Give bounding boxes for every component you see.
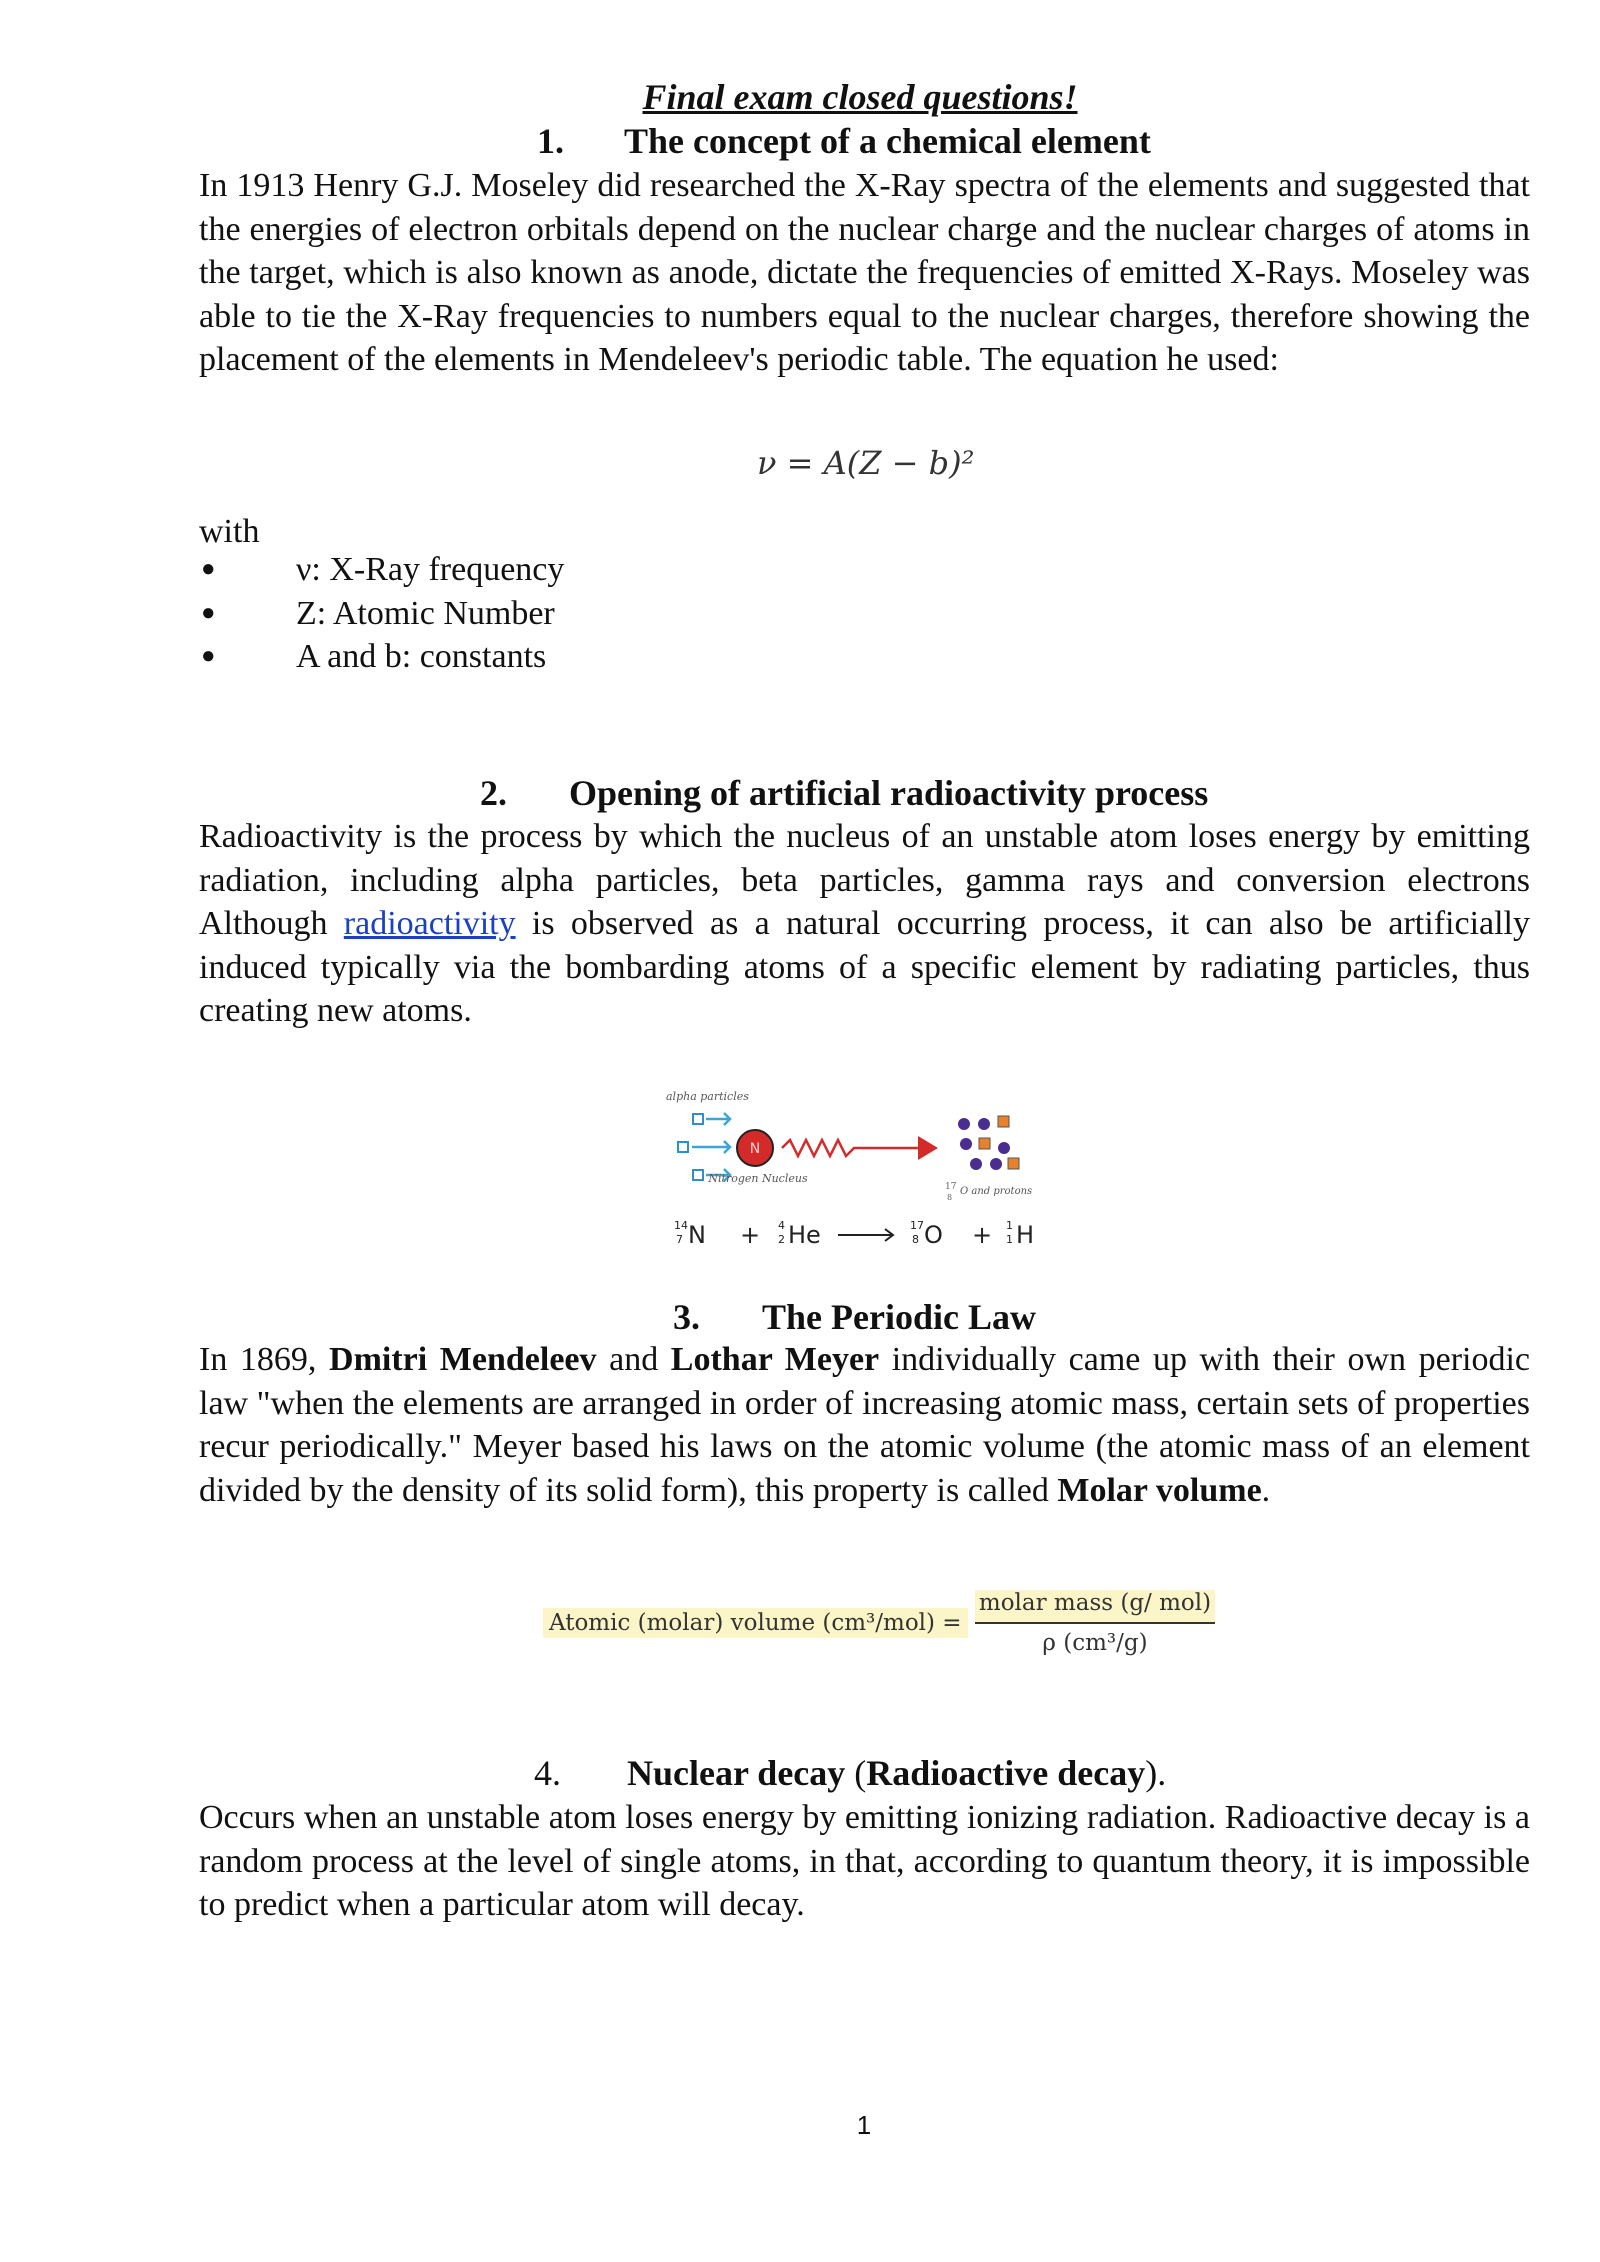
svg-text:14: 14 <box>674 1219 688 1232</box>
nuclear-equation <box>674 1219 1034 1249</box>
svg-text:17: 17 <box>910 1219 924 1232</box>
molar-volume-formula <box>543 1590 1215 1656</box>
transmutation-diagram <box>660 1086 1060 1256</box>
svg-text:N: N <box>688 1221 706 1249</box>
section-3-paragraph: In 1869, Dmitri Mendeleev and Lothar Meyer individually came up with their own periodic law "when the elements are arranged in order of increasing atomic mass, certain sets of properties recur periodically." Meyer based his laws on the atomic volume (the atomic mass of an element divided by the density of its solid form), this property is called Molar volume. <box>199 1341 1531 1509</box>
section-4-number: 4. <box>534 1753 561 1793</box>
section-2-number: 2. <box>480 773 507 813</box>
svg-text:4: 4 <box>778 1219 785 1232</box>
svg-text:1: 1 <box>1006 1233 1013 1246</box>
formula-numerator: molar mass (g/ mol) <box>975 1590 1215 1624</box>
section-3-number: 3. <box>673 1297 700 1337</box>
section-1-heading <box>537 121 1151 161</box>
section-1-paragraph: In 1913 Henry G.J. Moseley did researched the X-Ray spectra of the elements and suggested that the energies of electron orbitals depend on the nuclear charge and the nuclear charges of atoms in the target, which is also known as anode, dictate the frequencies of emitted X-Rays. Moseley was able to tie the X-Ray frequencies to numbers equal to the nuclear charges, therefore showing the placement of the elements in Mendeleev's periodic table. The equation he used: <box>199 167 1530 378</box>
section-4-title-alt: Radioactive decay <box>866 1753 1146 1793</box>
wave-icon <box>782 1140 918 1156</box>
product-label: O and protons <box>960 1186 1033 1197</box>
svg-text:He: He <box>788 1221 821 1249</box>
section-2-heading <box>480 773 1208 813</box>
section-3-title: The Periodic Law <box>762 1297 1036 1337</box>
molar-volume-term: Molar volume <box>1057 1471 1262 1509</box>
formula-left-side: Atomic (molar) volume (cm³/mol) = <box>543 1608 968 1638</box>
reaction-arrow-icon <box>838 1229 893 1241</box>
svg-text:O: O <box>924 1221 943 1249</box>
meyer-name: Lothar Meyer <box>670 1341 880 1378</box>
document-title: Final exam closed questions! <box>642 77 1078 117</box>
section-1-number: 1. <box>537 121 564 161</box>
section-4-title-main: Nuclear decay <box>627 1753 846 1793</box>
nitrogen-nucleus-label: Nitrogen Nucleus <box>708 1172 808 1185</box>
section-2-paragraph: Radioactivity is the process by which the nucleus of an unstable atom loses energy by emitting radiation, including alpha particles, beta particles, gamma rays and conversion electrons Although radioactivity is observed as a natural occurring process, it can also be artificially induced typically via the bombarding atoms of a specific element by radiating particles, thus creating new atoms. <box>199 818 1530 1029</box>
svg-text:N: N <box>749 1141 761 1157</box>
svg-text:8: 8 <box>912 1233 919 1246</box>
mendeleev-name: Dmitri Mendeleev <box>329 1341 597 1378</box>
svg-text:+: + <box>740 1221 761 1249</box>
section-3-heading <box>673 1297 1036 1337</box>
section-4-heading: 4. Nuclear decay (Radioactive decay). <box>534 1753 1167 1793</box>
svg-text:1: 1 <box>1006 1219 1013 1232</box>
alpha-particles-label: alpha particles <box>666 1090 749 1103</box>
svg-text:17: 17 <box>945 1182 957 1192</box>
section-2-title: Opening of artificial radioactivity process <box>569 773 1209 813</box>
with-label: with <box>199 513 260 550</box>
moseley-formula: ν = A(Z − b)² <box>757 444 975 482</box>
svg-text:H: H <box>1016 1221 1035 1249</box>
formula-denominator: ρ (cm³/g) <box>1042 1630 1148 1656</box>
svg-text:2: 2 <box>778 1233 785 1246</box>
radioactivity-link[interactable]: radioactivity <box>343 905 516 942</box>
svg-text:+: + <box>972 1221 993 1249</box>
section-1-title: The concept of a chemical element <box>624 121 1151 161</box>
svg-text:7: 7 <box>676 1233 683 1246</box>
page-number: 1 <box>856 2110 872 2140</box>
arrow-head-icon <box>918 1136 938 1160</box>
document-page: Final exam closed questions! 1. The concept of a chemical element In 1913 Henry G.J. Moseley did researched the X-Ray spectra of the elements and suggested that the energies of electron orbitals depend on the nuclear charge and the nuclear charges of atoms in the target, which is also known as anode, dictate the frequencies of emitted X-Rays. Moseley was able to tie the X-Ray frequencies to numbers equal to the nuclear charges, therefore showing the placement of the elements in Mendeleev's periodic table. The equation he used: ν = A(Z − b)² with ● ν: X-Ray frequency ● Z: Atomic Number ● A and b: constants 2. Opening of artificial radioactivity process Radioactivity is the process by which the nucleus of an unstable atom loses energy by emitting radiation, including alpha particles, beta particles, gamma rays and conversion electrons Although radioactivity is observed as a natural occurring process, it can also be artificially induced typically via the bombarding atoms of a specific element by radiating particles, thus creating new atoms. alpha particles N Nitrogen Nucleus 17 8 O and protons 14 7 N + 4 2 He 17 8 O + 1 1 H 3. The Periodic Law In 1869, Dmitri Mendeleev and Lothar Meyer individually came up with their own periodic law "when the elements are arranged in order of increasing atomic mass, certain sets of properties recur periodically." Meyer based his laws on the atomic volume (the atomic mass of an element divided by the density of its solid form), this property is called Molar volume. Atomic (molar) volume (cm³/mol) = $\frac{\text{molar mass (g/ mol)}}{\text{ρ (cm³/g)}}$ 4. Nuclear decay (Radioactive decay). Occurs when an unstable atom loses energy by emitting ionizing radiation. Radioactive decay is a random process at the level of single atoms, in that, according to quantum theory, it is impossible to predict when a particular atom will decay. 1 <box>0 0 1600 2262</box>
svg-text:8: 8 <box>947 1193 953 1202</box>
product-particles <box>958 1116 1019 1170</box>
section-4-paragraph: Occurs when an unstable atom loses energy by emitting ionizing radiation. Radioactive decay is a random process at the level of single atoms, in that, according to quantum theory, it is impossible to predict when a particular atom will decay. <box>199 1799 1530 1923</box>
